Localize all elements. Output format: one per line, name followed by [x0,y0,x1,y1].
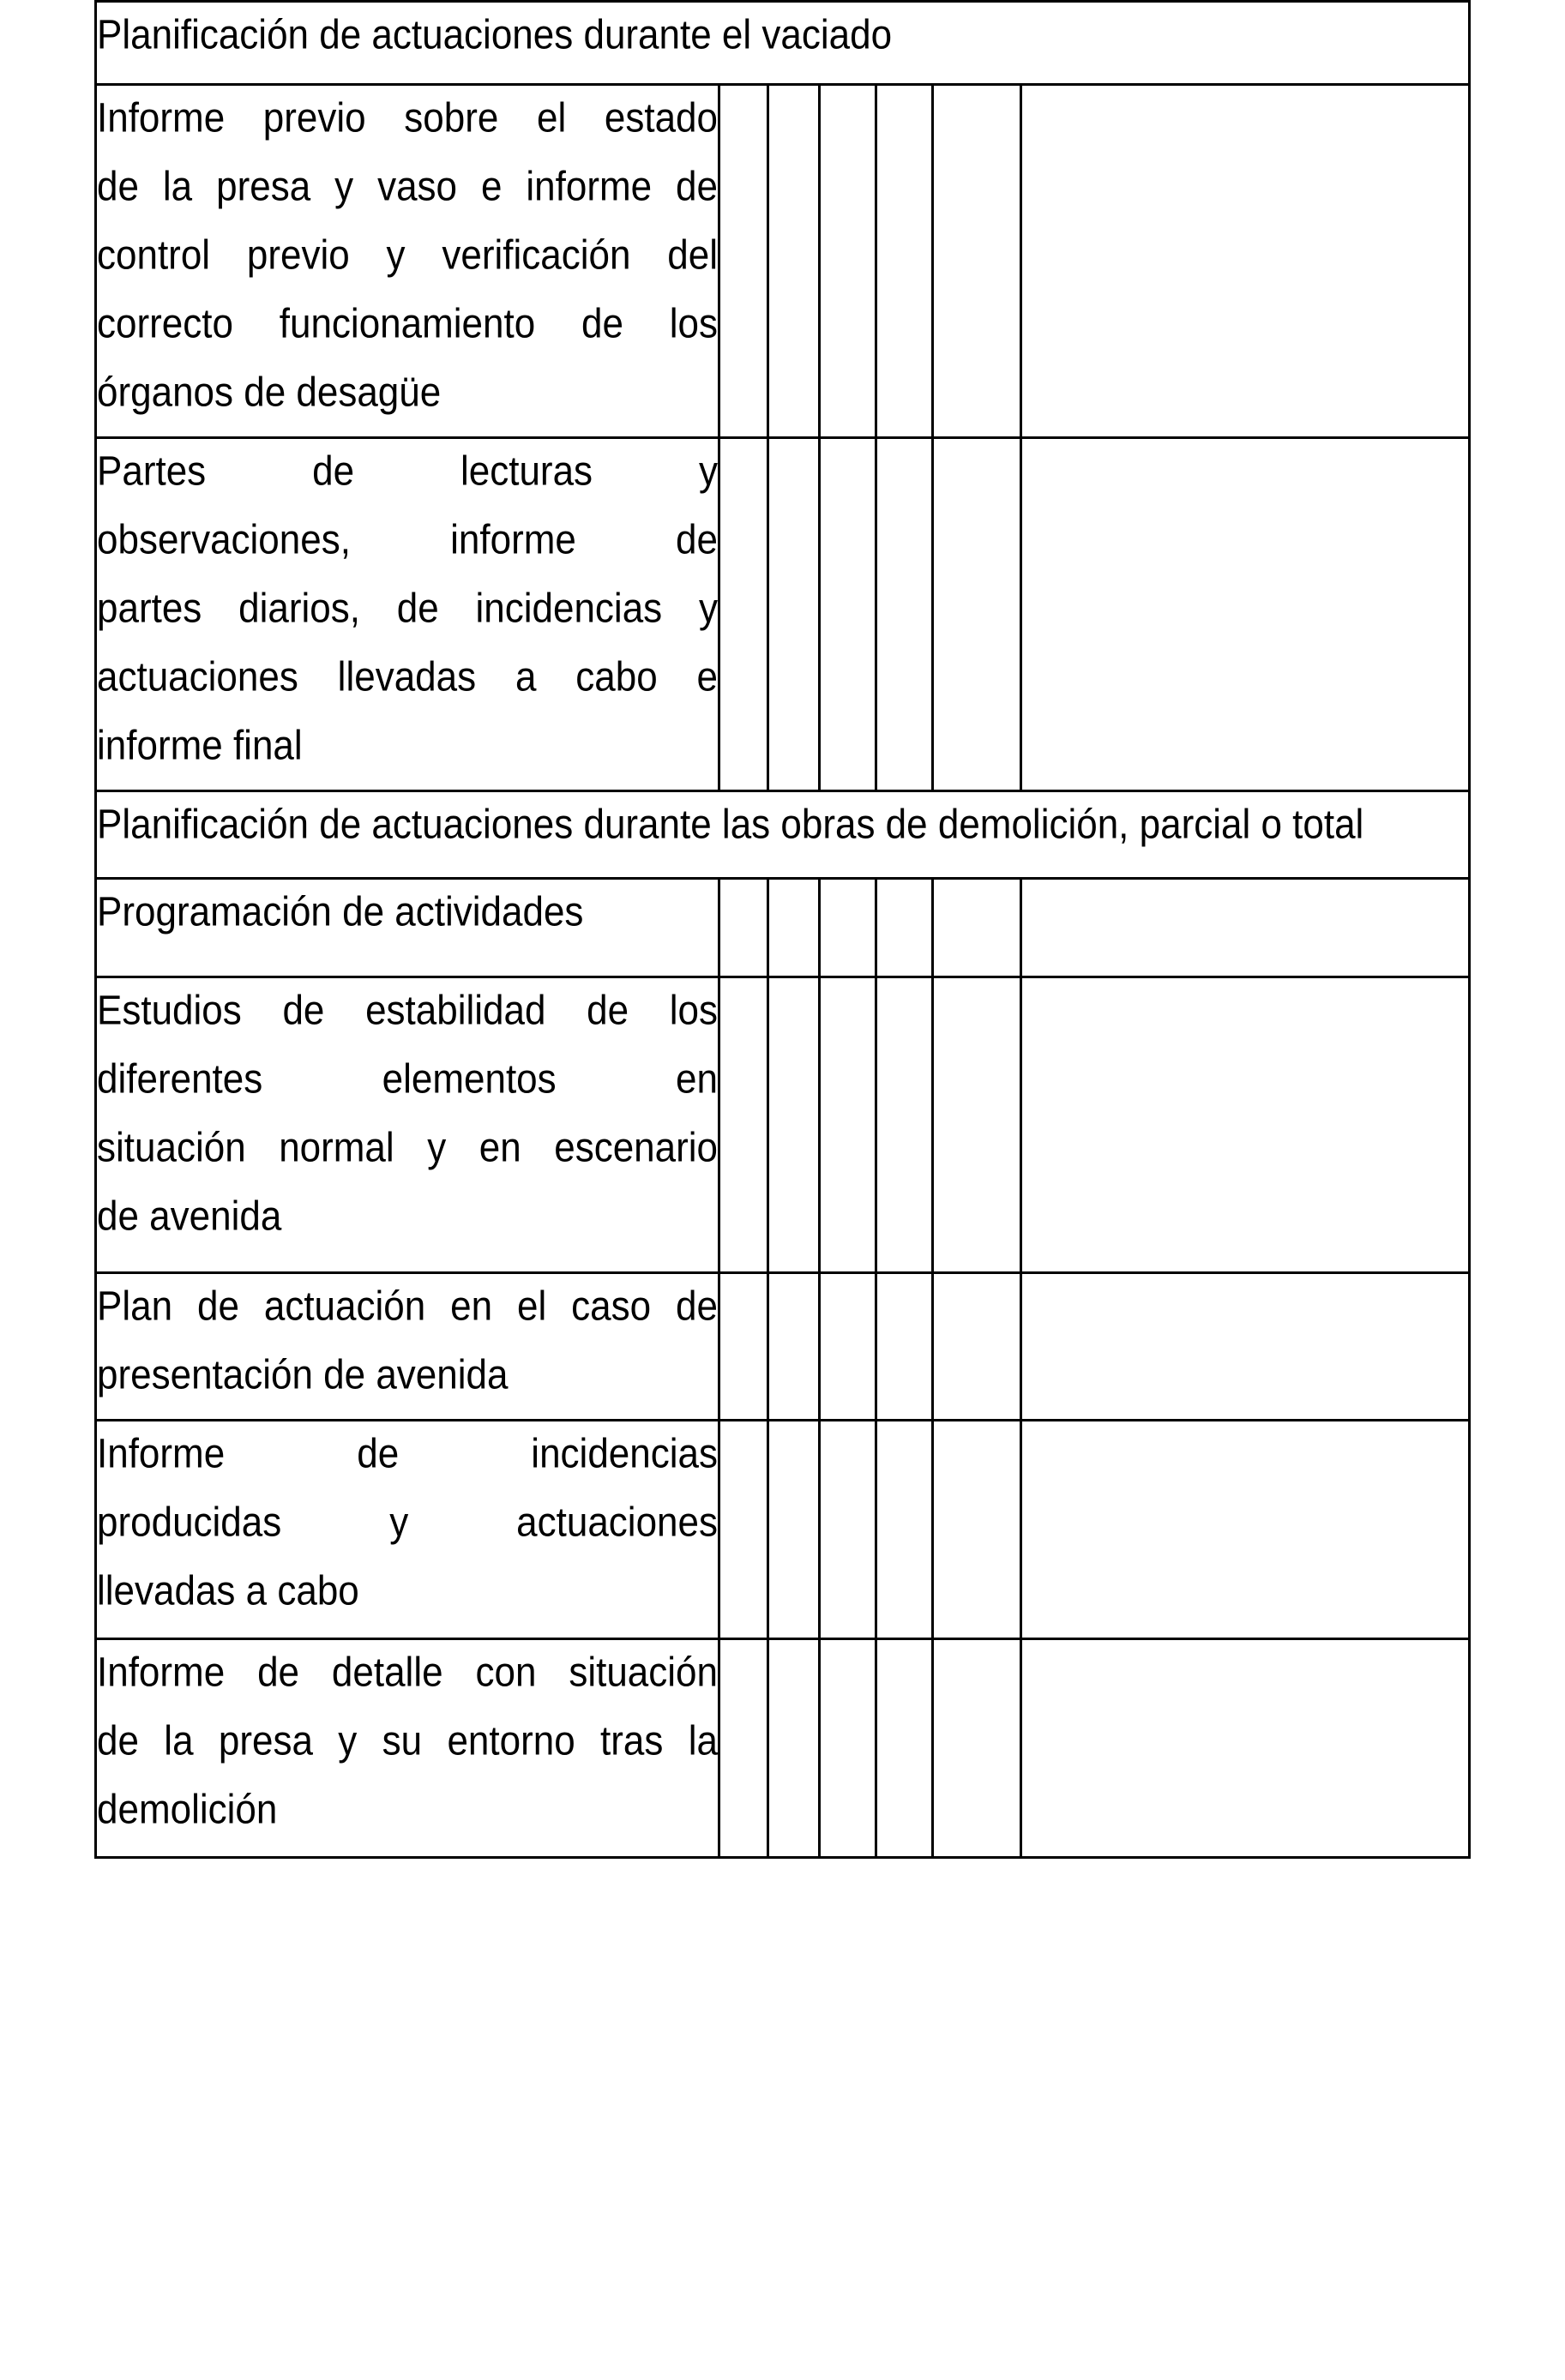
grid-cell [719,1421,768,1639]
grid-cell [719,879,768,977]
grid-cell [933,977,1021,1273]
grid-cell-wide [1021,1421,1470,1639]
text-line: Plan de actuación en el caso de [97,1283,718,1330]
grid-cell-wide [1021,85,1470,438]
section-header-row [96,791,1470,879]
grid-cell [820,1639,876,1858]
text-line: Informe de incidencias [97,1430,718,1477]
grid-cell [876,1421,933,1639]
text-line: producidas y actuaciones [97,1499,718,1546]
grid-cell [933,1421,1021,1639]
text-line: de la presa y vaso e informe de [97,163,718,210]
section-header-row [96,2,1470,85]
text-line: demolición [97,1786,278,1833]
text-line: Informe previo sobre el estado [97,94,718,141]
grid-cell [933,85,1021,438]
item-text-cell [96,1421,719,1639]
grid-cell-wide [1021,1639,1470,1858]
table-row [96,85,1470,438]
grid-cell [768,438,820,791]
grid-cell-wide [1021,438,1470,791]
text-line: de avenida [97,1193,282,1240]
table-row [96,879,1470,977]
table-row [96,1639,1470,1858]
text-line: llevadas a cabo [97,1567,359,1614]
text-line: Partes de lecturas y [97,448,718,495]
text-line: órganos de desagüe [97,369,442,416]
grid-cell [933,879,1021,977]
grid-cell [820,879,876,977]
text-line: partes diarios, de incidencias y [97,585,718,632]
grid-cell [768,977,820,1273]
grid-cell-wide [1021,1273,1470,1421]
text-line: correcto funcionamiento de los [97,300,718,347]
text-line: informe final [97,722,303,769]
grid-cell [876,879,933,977]
grid-cell [876,438,933,791]
grid-cell [933,438,1021,791]
section-header-cell [96,2,1470,85]
text-line: de la presa y su entorno tras la [97,1717,718,1764]
grid-cell [820,438,876,791]
item-text-cell [96,438,719,791]
grid-cell [768,1421,820,1639]
item-text-cell [96,977,719,1273]
text-line: diferentes elementos en [97,1055,718,1103]
grid-cell [719,1273,768,1421]
grid-cell [876,1273,933,1421]
grid-cell [719,85,768,438]
grid-cell [719,977,768,1273]
grid-cell [768,1273,820,1421]
grid-cell [933,1639,1021,1858]
grid-cell [719,438,768,791]
item-text-cell [96,1639,719,1858]
table-row [96,438,1470,791]
text-line: situación normal y en escenario [97,1124,718,1171]
grid-cell [820,1421,876,1639]
section-header-cell [96,791,1470,879]
item-text-cell [96,1273,719,1421]
text-line: Programación de actividades [97,888,584,935]
text-line: presentación de avenida [97,1351,509,1398]
grid-cell [768,879,820,977]
section-header-text: Planificación de actuaciones durante el vaciado [97,11,893,58]
table-row [96,977,1470,1273]
table-row [96,1421,1470,1639]
grid-cell [820,1273,876,1421]
grid-cell [876,1639,933,1858]
grid-cell [820,85,876,438]
grid-cell [768,1639,820,1858]
grid-cell-wide [1021,879,1470,977]
text-line: actuaciones llevadas a cabo e [97,653,718,700]
grid-cell-wide [1021,977,1470,1273]
grid-cell [768,85,820,438]
table-row [96,1273,1470,1421]
text-line: control previo y verificación del [97,231,718,279]
item-text-cell [96,85,719,438]
grid-cell [876,85,933,438]
section-header-text: Planificación de actuaciones durante las obras de demolición, parcial o total [97,801,1364,848]
text-line: Estudios de estabilidad de los [97,987,718,1034]
grid-cell [876,977,933,1273]
grid-cell [933,1273,1021,1421]
text-line: Informe de detalle con situación [97,1649,718,1696]
grid-cell [719,1639,768,1858]
planning-checklist-table [94,0,1471,1859]
grid-cell [820,977,876,1273]
item-text-cell [96,879,719,977]
text-line: observaciones, informe de [97,516,718,563]
